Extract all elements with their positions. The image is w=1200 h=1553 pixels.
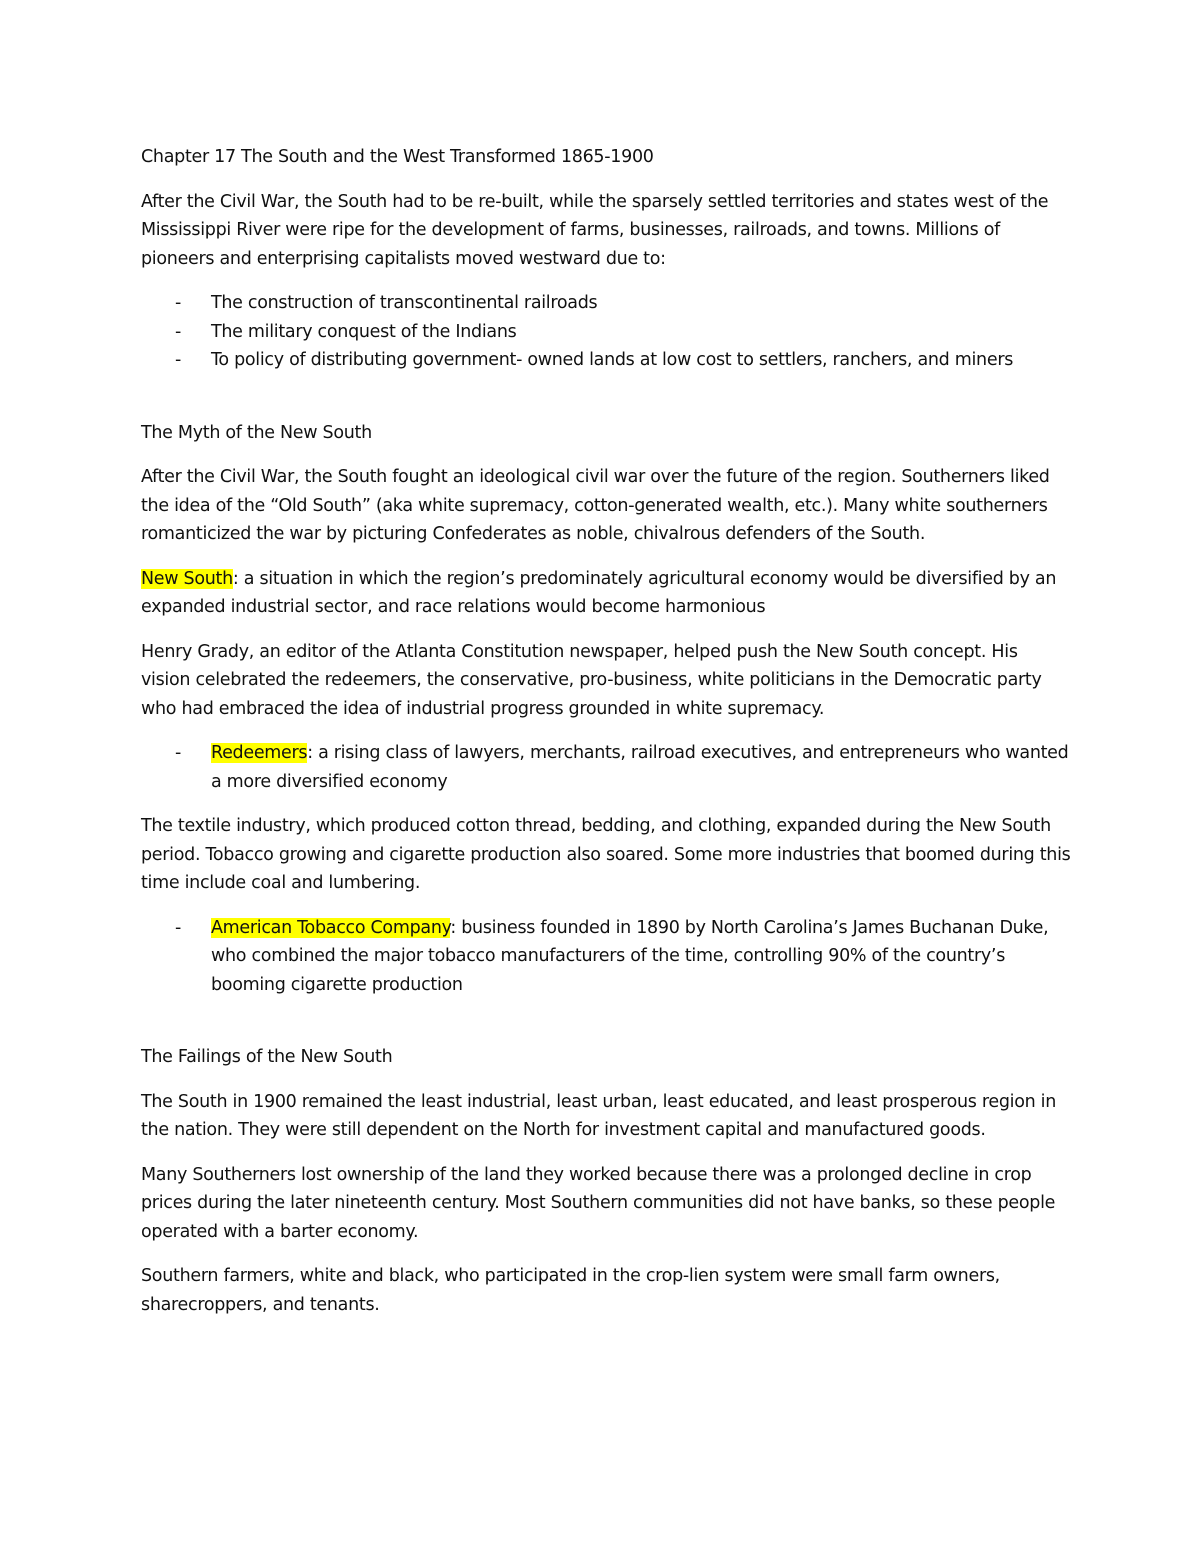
- list-item: - The military conquest of the Indians: [211, 318, 1071, 347]
- highlighted-term-american-tobacco-company: American Tobacco Company: [211, 917, 451, 938]
- list-item: - To policy of distributing government- owned lands at low cost to settlers, ranchers, and miners: [211, 346, 1071, 375]
- new-south-paragraph-1: After the Civil War, the South fought an ideological civil war over the future of the region. Southerners liked the idea of the “Old South” (aka white supremacy, cotton-generated wealth, etc.). Many white southerners romanticized the war by picturing Confederates as noble, chivalrous defenders of the South.: [141, 467, 1050, 544]
- list-item: - The construction of transcontinental railroads: [211, 289, 1071, 318]
- new-south-definition: [141, 565, 1071, 622]
- highlighted-term-redeemers: Redeemers: [211, 743, 308, 763]
- document-body: [141, 143, 1071, 1335]
- new-south-paragraph-3: The textile industry, which produced cotton thread, bedding, and clothing, expanded during the New South period. Tobacco growing and cigarette production also soared. Some more industries that boomed during this time include coal and lumbering.: [141, 816, 1071, 893]
- tobacco-bullet-list: [141, 914, 1071, 1000]
- failings-paragraph-1: The South in 1900 remained the least industrial, least urban, least educated, and least prosperous region in the nation. They were still dependent on the North for investment capital and manufactured goods.: [141, 1091, 1057, 1140]
- definition-text: : business founded in 1890 by North Carolina’s James Buchanan Duke, who combined the major tobacco manufacturers of the time, controlling 90% of the country’s booming cigarette production: [211, 917, 1049, 995]
- intro-paragraph: After the Civil War, the South had to be re-built, while the sparsely settled territories and states west of the Mississippi River were ripe for the development of farms, businesses, railroads, and towns. Millions of pioneers and enterprising capitalists moved westward due to:: [141, 191, 1049, 269]
- new-south-paragraph-2: Henry Grady, an editor of the Atlanta Constitution newspaper, helped push the New South concept. His vision celebrated the redeemers, the conservative, pro-business, white politicians in the Democratic party who had embraced the idea of industrial progress grounded in white supremacy.: [141, 641, 1042, 719]
- definition-text: : a rising class of lawyers, merchants, railroad executives, and entrepreneurs who wanted a more diversified economy: [211, 743, 1069, 792]
- intro-bullet-list: [141, 289, 1071, 375]
- highlighted-term-new-south: New South: [141, 568, 233, 589]
- section-heading-failings: The Failings of the New South: [141, 1047, 393, 1067]
- failings-paragraph-2: Many Southerners lost ownership of the land they worked because there was a prolonged decline in crop prices during the later nineteenth century. Most Southern communities did not have banks, so these people operated with a barter economy.: [141, 1164, 1056, 1242]
- list-item: [211, 739, 1071, 796]
- section-heading-new-south: The Myth of the New South: [141, 422, 372, 443]
- failings-paragraph-3: Southern farmers, white and black, who participated in the crop-lien system were small farm owners, sharecroppers, and tenants.: [141, 1266, 1000, 1315]
- page-title: Chapter 17 The South and the West Transformed 1865-1900: [141, 147, 654, 167]
- list-item: [211, 914, 1071, 1000]
- definition-text: : a situation in which the region’s predominately agricultural economy would be diversified by an expanded industrial sector, and race relations would become harmonious: [141, 568, 1057, 617]
- redeemers-bullet-list: [141, 739, 1071, 796]
